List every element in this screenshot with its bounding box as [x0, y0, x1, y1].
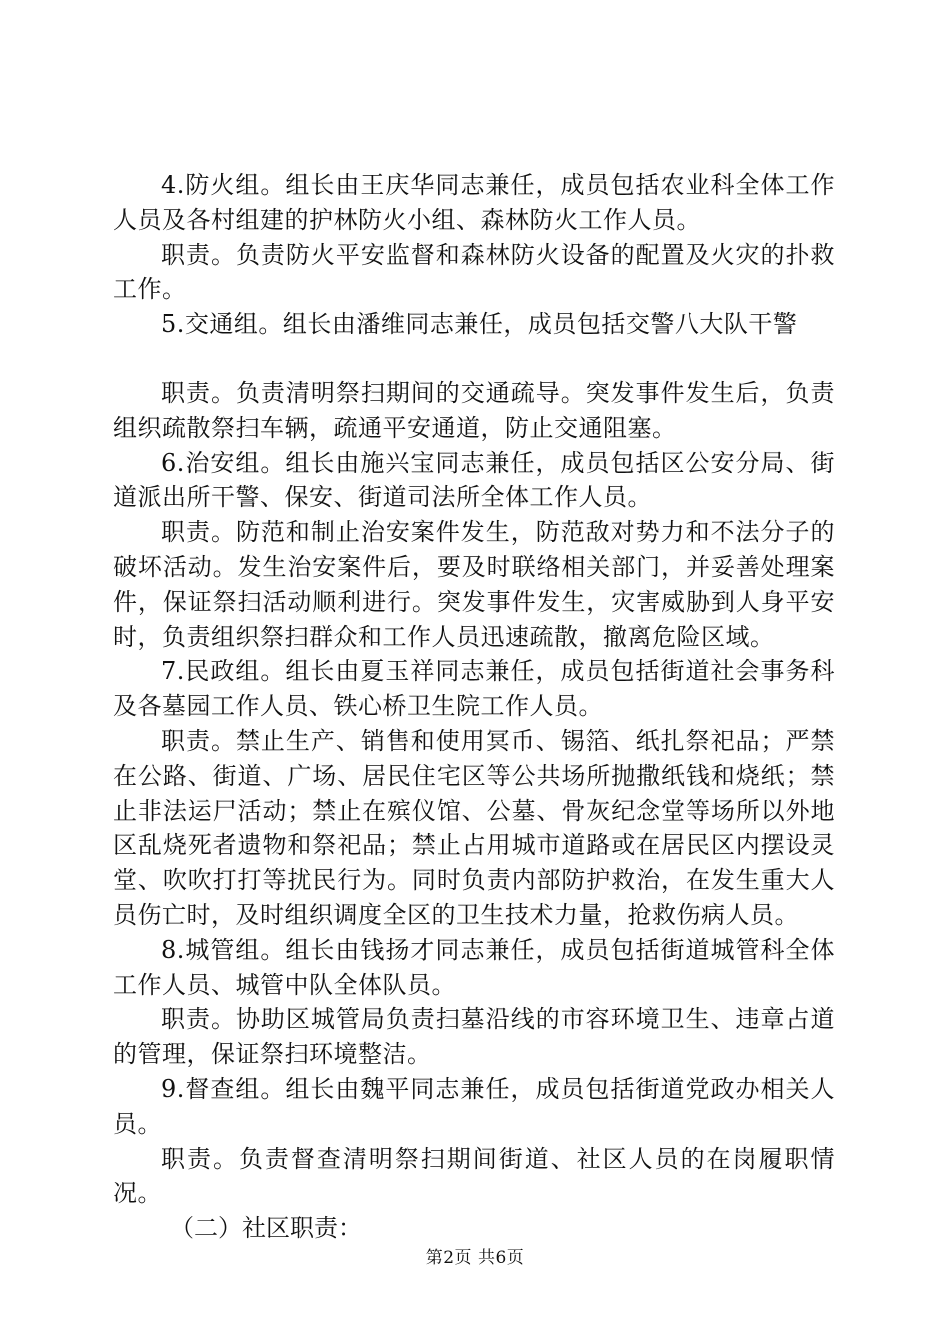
paragraph-security-group: 6.治安组。组长由施兴宝同志兼任，成员包括区公安分局、街道派出所干警、保安、街道司法所全体工作人员。 — [113, 448, 835, 512]
paragraph-civil-duty: 职责。禁止生产、销售和使用冥币、锡箔、纸扎祭祀品；严禁在公路、街道、广场、居民住宅区等公共场所抛撒纸钱和烧纸；禁止非法运尸活动；禁止在殡仪馆、公墓、骨灰纪念堂等场所以外地区乱烧死者遗物和祭祀品；禁止占用城市道路或在居民区内摆设灵堂、吹吹打打等扰民行为。同时负责内部防护救治，在发生重大人员伤亡时，及时组织调度全区的卫生技术力量，抢救伤病人员。 — [113, 726, 835, 929]
paragraph-urban-duty: 职责。协助区城管局负责扫墓沿线的市容环境卫生、违章占道的管理，保证祭扫环境整洁。 — [113, 1005, 835, 1069]
paragraph-traffic-group: 5.交通组。组长由潘维同志兼任，成员包括交警八大队干警 — [161, 310, 798, 339]
document-body — [113, 168, 835, 1246]
paragraph-urban-group: 8.城管组。组长由钱扬才同志兼任，成员包括街道城管科全体工作人员、城管中队全体队员。 — [113, 935, 835, 999]
blank-line — [113, 342, 835, 376]
paragraph-inspection-duty: 职责。负责督查清明祭扫期间街道、社区人员的在岗履职情况。 — [113, 1144, 835, 1208]
page-footer: 第2页 共6页 — [425, 1248, 525, 1268]
paragraph-traffic-duty: 职责。负责清明祭扫期间的交通疏导。突发事件发生后，负责组织疏散祭扫车辆，疏通平安通道，防止交通阻塞。 — [113, 378, 835, 442]
paragraph-security-duty: 职责。防范和制止治安案件发生，防范敌对势力和不法分子的破坏活动。发生治安案件后，要及时联络相关部门，并妥善处理案件，保证祭扫活动顺利进行。突发事件发生，灾害威胁到人身平安时，负责组织祭扫群众和工作人员迅速疏散，撤离危险区域。 — [113, 518, 835, 651]
paragraph-civil-group: 7.民政组。组长由夏玉祥同志兼任，成员包括街道社会事务科及各墓园工作人员、铁心桥卫生院工作人员。 — [113, 657, 835, 721]
paragraph-inspection-group: 9.督查组。组长由魏平同志兼任，成员包括街道党政办相关人员。 — [113, 1074, 835, 1138]
paragraph-fire-group: 4.防火组。组长由王庆华同志兼任，成员包括农业科全体工作人员及各村组建的护林防火小组、森林防火工作人员。 — [113, 171, 835, 234]
paragraph-fire-duty: 职责。负责防火平安监督和森林防火设备的配置及火灾的扑救工作。 — [113, 240, 835, 304]
section-heading-community: （二）社区职责： — [170, 1214, 362, 1243]
